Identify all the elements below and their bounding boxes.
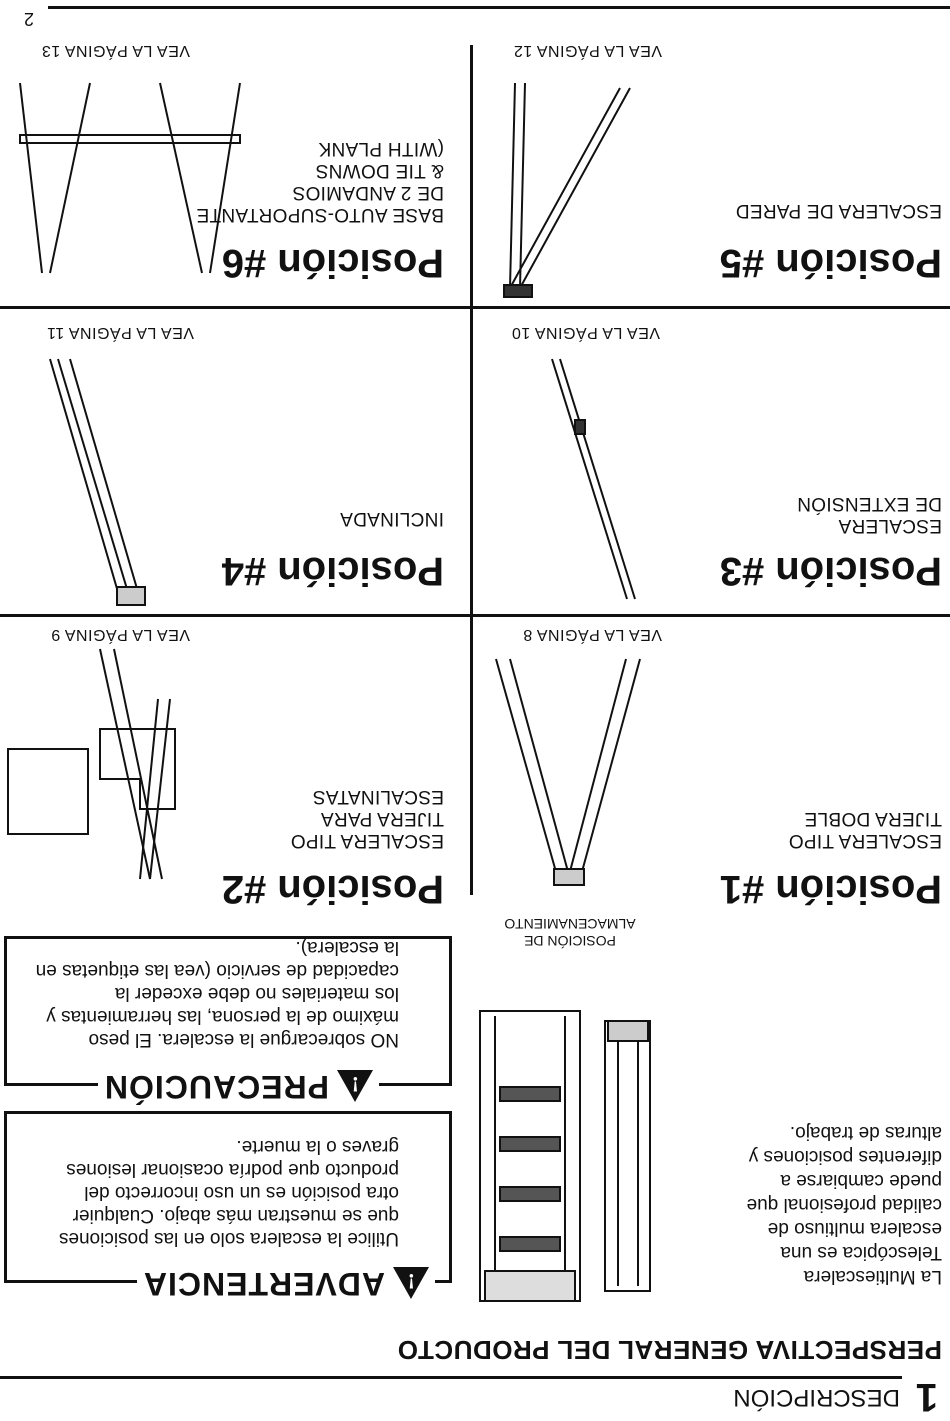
position-6-subtitle: BASE AUTO-SUPORTANTE DE 2 ANDAMIOS & TIE DOWNS (WITH PLANK [196,138,444,225]
position-5-title: Posición #5 [719,241,942,285]
section-name: DESCRIPCIÓN [733,1384,900,1411]
caution-box [4,936,452,1105]
position-4-title: Posición #4 [221,549,444,593]
intro-text: La Multiescalera Telescópica es una escalera multiuso de calidad profesional que puede cambiarse a diferentes posiciones y alturas de trabajo. [746,1122,942,1287]
position-4-ref: VEA LA PÁGINA 11 [46,324,194,341]
position-1-ref: VEA LA PÁGINA 8 [522,626,662,643]
position-5-ladder-illustration [500,73,650,303]
footer-rule [48,6,950,9]
grid-row-divider-1 [0,614,950,617]
caution-icon: ! [337,1071,373,1103]
position-2-ladder-illustration [0,639,180,889]
page-title: PERSPECTIVA GENERAL DEL PRODUCTO [397,1335,942,1365]
position-5-ref: VEA LA PÁGINA 12 [513,42,662,59]
position-4-ladder-illustration [40,349,150,609]
page-number: 2 [23,9,34,29]
warning-heading [137,1265,435,1302]
header-rule [0,1376,902,1379]
warning-text: Utilice la escalera solo en las posiciones que se muestran más abajo. Cualquier otra posición es un uso incorrecto del producto que podría ocasionar lesiones graves o la muerte. [58,1136,399,1249]
position-5-subtitle: ESCALERA DE PARED [735,200,942,221]
grid-row-divider-2 [0,306,950,309]
position-2-title: Posición #2 [221,867,444,911]
section-number: 1 [915,1375,938,1419]
warning-box [4,1111,452,1302]
position-4-subtitle: INCLINADA [339,508,444,529]
position-3-title: Posición #3 [719,549,942,593]
position-1-title: Posición #1 [719,867,942,911]
storage-ladder-illustration [460,1011,660,1311]
position-2-ref: VEA LA PÁGINA 9 [50,626,190,643]
position-1-ladder-illustration [480,649,660,889]
caution-heading-text: PRECAUCIÓN [103,1069,329,1105]
grid-vertical-divider [470,45,473,895]
warning-icon: ! [393,1268,429,1300]
storage-label: POSICIÓN DE ALMACENAMIENTO [504,916,636,949]
position-6-scaffold-illustration [10,63,250,283]
position-6-title: Posición #6 [221,241,444,285]
position-6-ref: VEA LA PÁGINA 13 [41,42,190,59]
position-3-ref: VEA LA PÁGINA 10 [511,324,660,341]
position-3-ladder-illustration [520,349,640,609]
position-1-subtitle: ESCALERA TIPO TIJERA DOBLE [788,808,942,851]
warning-heading-text: ADVERTENCIA [142,1266,385,1302]
position-2-subtitle: ESCALERA TIPO TIJERA PARA ESCALINATAS [290,786,444,851]
position-3-subtitle: ESCALERA DE EXTENSIÓN [796,493,942,536]
caution-heading [98,1068,379,1105]
caution-text: NO sobrecargue la escalera. El peso máximo de la persona, las herramientas y los materiales no debe exceder la capacidad de servicio (vea las etiquetas en la escalera). [35,937,399,1050]
